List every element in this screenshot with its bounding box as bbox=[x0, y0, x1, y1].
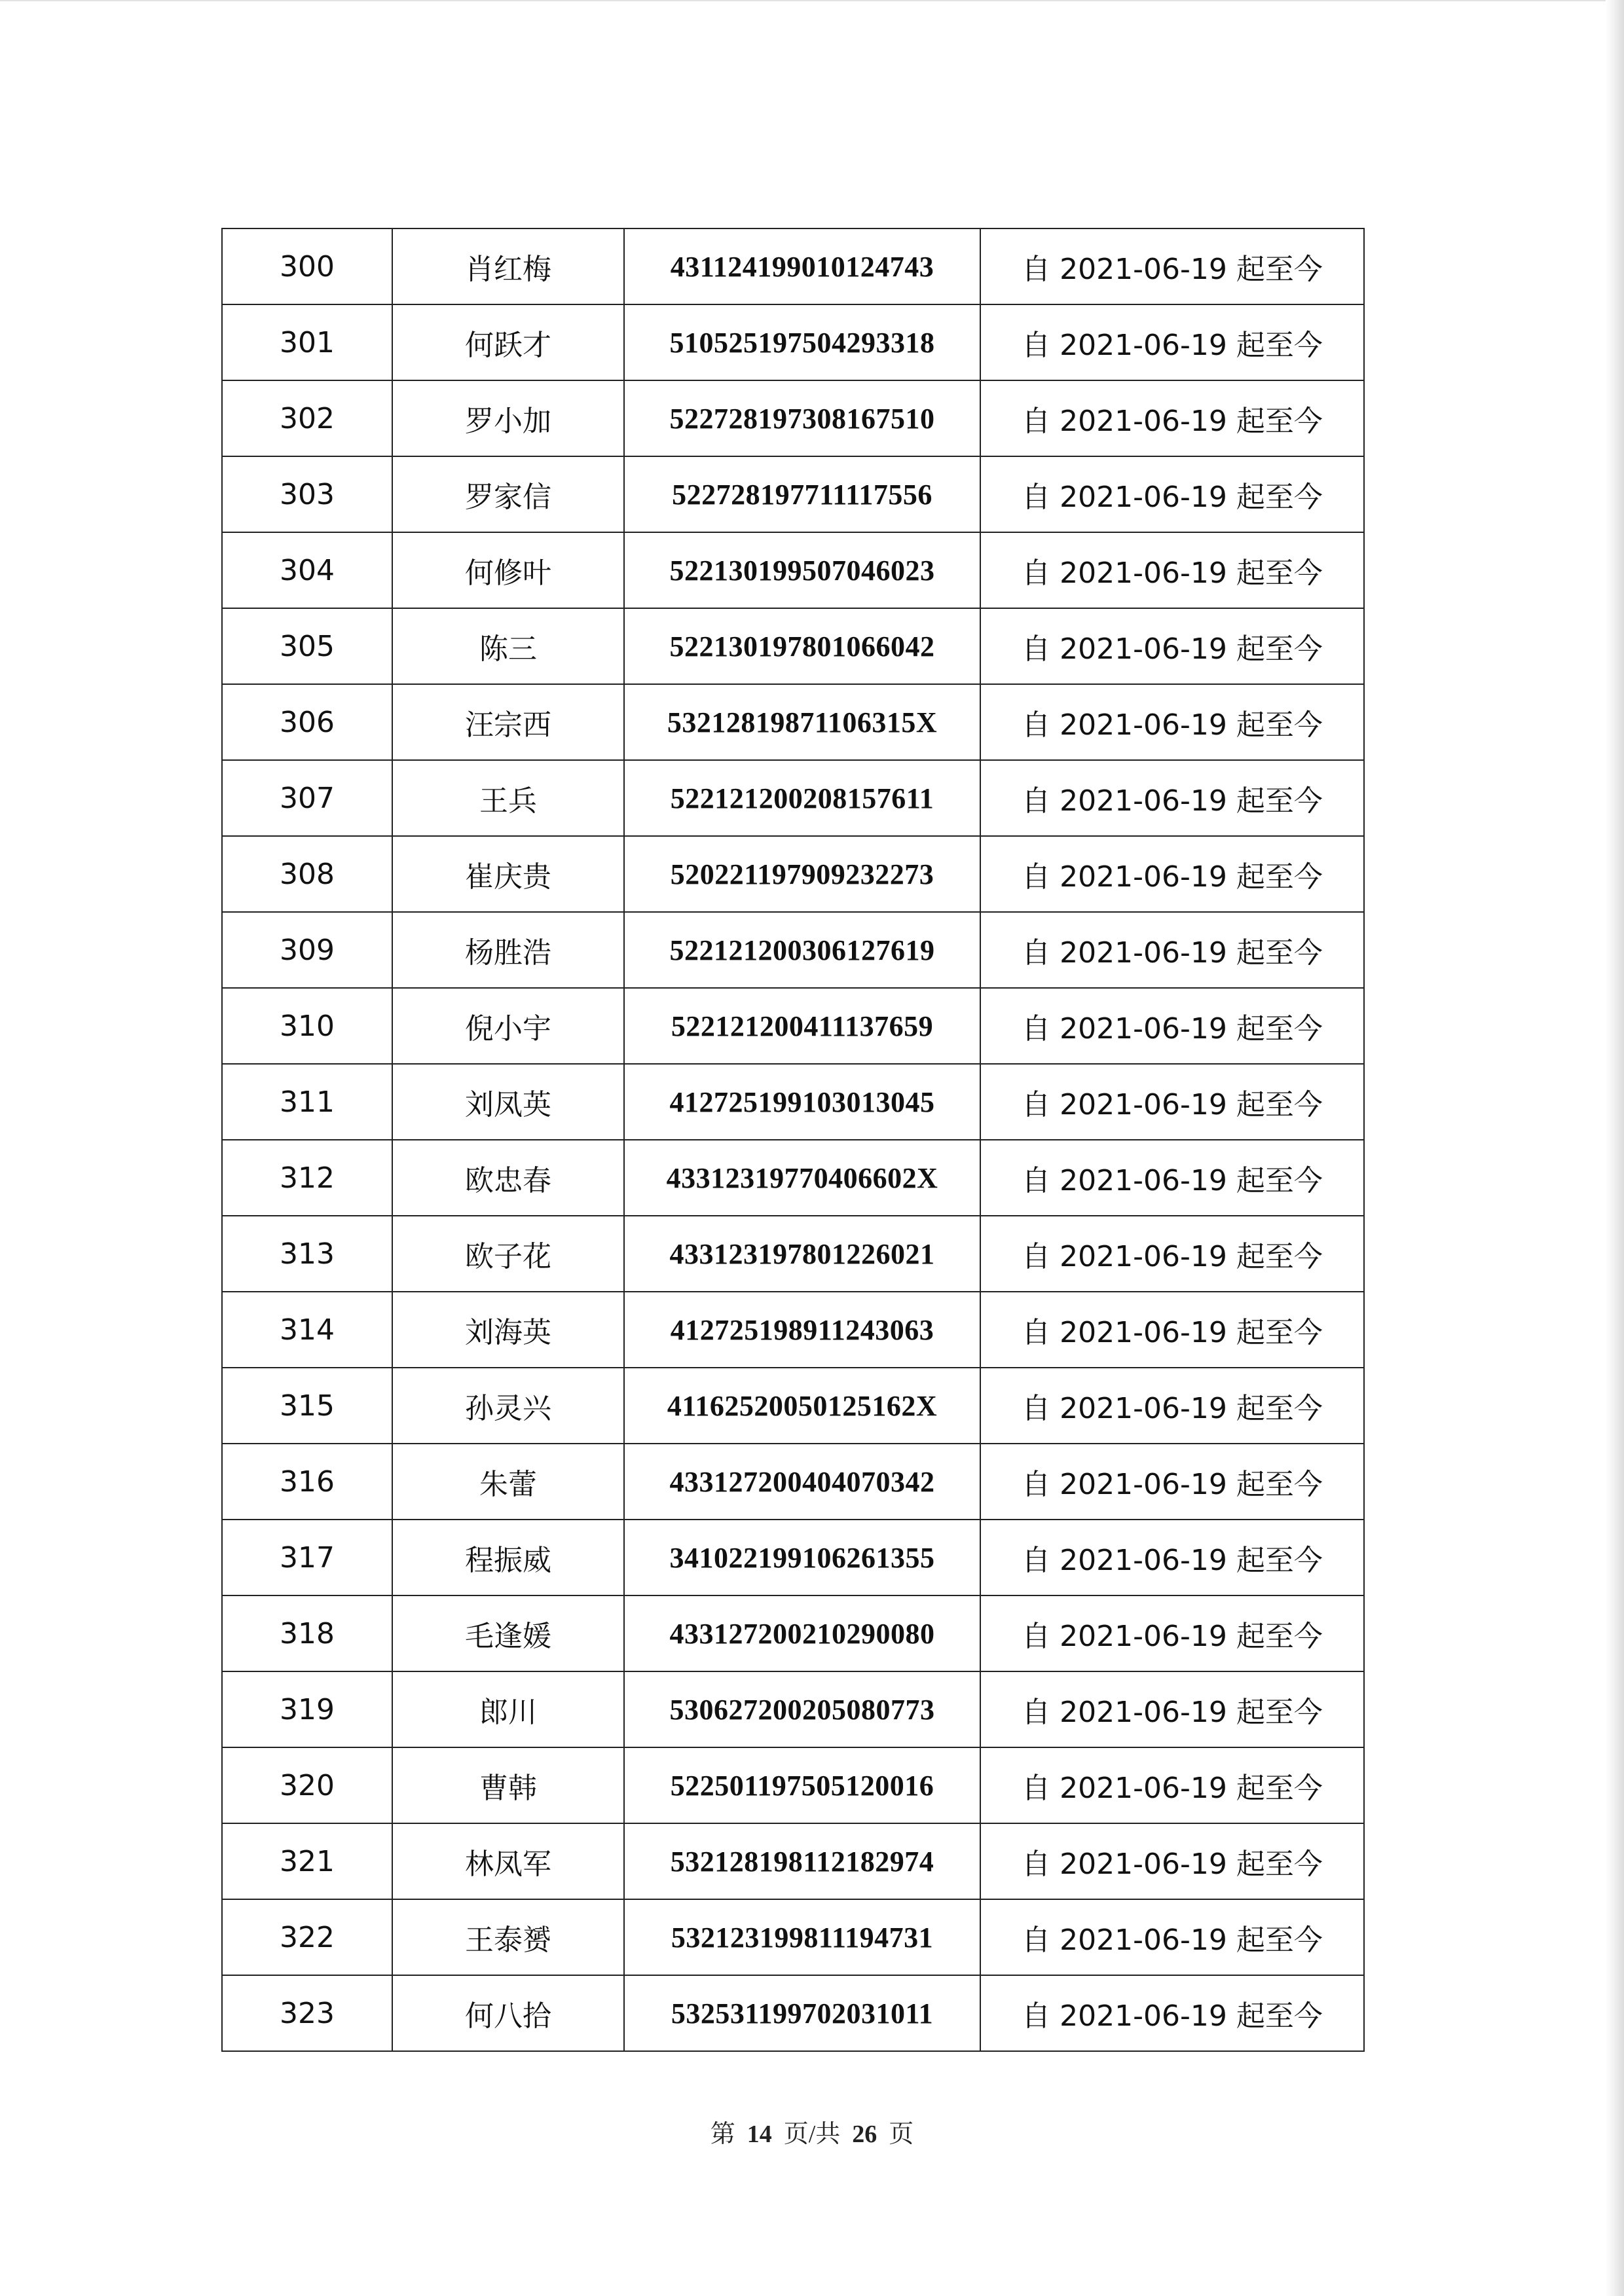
table-row bbox=[222, 1292, 1364, 1368]
table-row bbox=[222, 988, 1364, 1064]
row-number-cell: 301 bbox=[222, 304, 392, 380]
period-cell: 自 2021-06-19 起至今 bbox=[980, 608, 1364, 684]
id-number-cell: 43312319770406602X bbox=[624, 1140, 980, 1216]
id-number-cell: 41162520050125162X bbox=[624, 1368, 980, 1444]
id-number-cell: 530627200205080773 bbox=[624, 1671, 980, 1747]
name-cell: 林凤军 bbox=[392, 1823, 624, 1899]
id-number-cell: 510525197504293318 bbox=[624, 304, 980, 380]
id-number-cell: 532128198112182974 bbox=[624, 1823, 980, 1899]
scan-top-edge bbox=[0, 0, 1624, 1]
row-number-cell: 312 bbox=[222, 1140, 392, 1216]
table-row bbox=[222, 1899, 1364, 1975]
row-number-cell: 306 bbox=[222, 684, 392, 760]
footer-middle: 页/共 bbox=[783, 2121, 841, 2148]
table-row bbox=[222, 836, 1364, 912]
table-row bbox=[222, 1671, 1364, 1747]
period-cell: 自 2021-06-19 起至今 bbox=[980, 1140, 1364, 1216]
period-cell: 自 2021-06-19 起至今 bbox=[980, 1975, 1364, 2051]
id-number-cell: 341022199106261355 bbox=[624, 1520, 980, 1595]
id-number-cell: 522728197711117556 bbox=[624, 456, 980, 532]
name-cell: 孙灵兴 bbox=[392, 1368, 624, 1444]
name-cell: 何修叶 bbox=[392, 532, 624, 608]
period-cell: 自 2021-06-19 起至今 bbox=[980, 912, 1364, 988]
id-number-cell: 433123197801226021 bbox=[624, 1216, 980, 1292]
row-number-cell: 314 bbox=[222, 1292, 392, 1368]
period-cell: 自 2021-06-19 起至今 bbox=[980, 1823, 1364, 1899]
table-row bbox=[222, 608, 1364, 684]
id-number-cell: 433127200404070342 bbox=[624, 1444, 980, 1520]
period-cell: 自 2021-06-19 起至今 bbox=[980, 304, 1364, 380]
period-cell: 自 2021-06-19 起至今 bbox=[980, 1899, 1364, 1975]
name-cell: 程振威 bbox=[392, 1520, 624, 1595]
table-row bbox=[222, 760, 1364, 836]
period-cell: 自 2021-06-19 起至今 bbox=[980, 684, 1364, 760]
row-number-cell: 305 bbox=[222, 608, 392, 684]
period-cell: 自 2021-06-19 起至今 bbox=[980, 1216, 1364, 1292]
footer-prefix: 第 bbox=[710, 2121, 735, 2148]
name-cell: 欧忠春 bbox=[392, 1140, 624, 1216]
id-number-cell: 522501197505120016 bbox=[624, 1747, 980, 1823]
row-number-cell: 316 bbox=[222, 1444, 392, 1520]
period-cell: 自 2021-06-19 起至今 bbox=[980, 1520, 1364, 1595]
id-number-cell: 412725198911243063 bbox=[624, 1292, 980, 1368]
id-number-cell: 412725199103013045 bbox=[624, 1064, 980, 1140]
period-cell: 自 2021-06-19 起至今 bbox=[980, 1671, 1364, 1747]
table-row bbox=[222, 1444, 1364, 1520]
row-number-cell: 310 bbox=[222, 988, 392, 1064]
name-cell: 何跃才 bbox=[392, 304, 624, 380]
name-cell: 肖红梅 bbox=[392, 228, 624, 304]
footer-page-number: 14 bbox=[747, 2121, 772, 2148]
table-row bbox=[222, 1064, 1364, 1140]
period-cell: 自 2021-06-19 起至今 bbox=[980, 380, 1364, 456]
name-cell: 刘凤英 bbox=[392, 1064, 624, 1140]
id-number-cell: 433127200210290080 bbox=[624, 1595, 980, 1671]
row-number-cell: 311 bbox=[222, 1064, 392, 1140]
row-number-cell: 300 bbox=[222, 228, 392, 304]
name-cell: 罗家信 bbox=[392, 456, 624, 532]
period-cell: 自 2021-06-19 起至今 bbox=[980, 836, 1364, 912]
id-number-cell: 53212819871106315X bbox=[624, 684, 980, 760]
period-cell: 自 2021-06-19 起至今 bbox=[980, 1368, 1364, 1444]
name-cell: 欧子花 bbox=[392, 1216, 624, 1292]
name-cell: 朱蕾 bbox=[392, 1444, 624, 1520]
name-cell: 汪宗西 bbox=[392, 684, 624, 760]
row-number-cell: 313 bbox=[222, 1216, 392, 1292]
row-number-cell: 318 bbox=[222, 1595, 392, 1671]
page-footer bbox=[0, 2113, 1624, 2149]
row-number-cell: 303 bbox=[222, 456, 392, 532]
table-row bbox=[222, 304, 1364, 380]
name-cell: 何八拾 bbox=[392, 1975, 624, 2051]
id-number-cell: 532123199811194731 bbox=[624, 1899, 980, 1975]
row-number-cell: 302 bbox=[222, 380, 392, 456]
table-row bbox=[222, 1595, 1364, 1671]
table-row bbox=[222, 1975, 1364, 2051]
name-cell: 毛逢媛 bbox=[392, 1595, 624, 1671]
row-number-cell: 319 bbox=[222, 1671, 392, 1747]
table-row bbox=[222, 1747, 1364, 1823]
footer-suffix: 页 bbox=[889, 2121, 914, 2148]
table-row bbox=[222, 228, 1364, 304]
table-row bbox=[222, 380, 1364, 456]
row-number-cell: 321 bbox=[222, 1823, 392, 1899]
table-row bbox=[222, 1520, 1364, 1595]
period-cell: 自 2021-06-19 起至今 bbox=[980, 1747, 1364, 1823]
table-row bbox=[222, 1216, 1364, 1292]
table-row bbox=[222, 684, 1364, 760]
name-cell: 陈三 bbox=[392, 608, 624, 684]
name-cell: 刘海英 bbox=[392, 1292, 624, 1368]
row-number-cell: 307 bbox=[222, 760, 392, 836]
name-cell: 倪小宇 bbox=[392, 988, 624, 1064]
name-cell: 王兵 bbox=[392, 760, 624, 836]
table-row bbox=[222, 532, 1364, 608]
row-number-cell: 304 bbox=[222, 532, 392, 608]
name-cell: 曹韩 bbox=[392, 1747, 624, 1823]
name-cell: 崔庆贵 bbox=[392, 836, 624, 912]
id-number-cell: 522130197801066042 bbox=[624, 608, 980, 684]
table-row bbox=[222, 1368, 1364, 1444]
row-number-cell: 315 bbox=[222, 1368, 392, 1444]
row-number-cell: 323 bbox=[222, 1975, 392, 2051]
period-cell: 自 2021-06-19 起至今 bbox=[980, 988, 1364, 1064]
period-cell: 自 2021-06-19 起至今 bbox=[980, 1444, 1364, 1520]
scan-right-edge-shadow bbox=[1606, 0, 1624, 2296]
footer-total-pages: 26 bbox=[852, 2121, 877, 2148]
period-cell: 自 2021-06-19 起至今 bbox=[980, 456, 1364, 532]
row-number-cell: 320 bbox=[222, 1747, 392, 1823]
row-number-cell: 322 bbox=[222, 1899, 392, 1975]
row-number-cell: 317 bbox=[222, 1520, 392, 1595]
id-number-cell: 532531199702031011 bbox=[624, 1975, 980, 2051]
id-number-cell: 522728197308167510 bbox=[624, 380, 980, 456]
row-number-cell: 308 bbox=[222, 836, 392, 912]
id-number-cell: 431124199010124743 bbox=[624, 228, 980, 304]
table-row bbox=[222, 912, 1364, 988]
period-cell: 自 2021-06-19 起至今 bbox=[980, 1064, 1364, 1140]
name-cell: 杨胜浩 bbox=[392, 912, 624, 988]
id-number-cell: 522121200411137659 bbox=[624, 988, 980, 1064]
id-number-cell: 522121200306127619 bbox=[624, 912, 980, 988]
name-cell: 王泰赟 bbox=[392, 1899, 624, 1975]
period-cell: 自 2021-06-19 起至今 bbox=[980, 532, 1364, 608]
roster-table-body bbox=[222, 228, 1364, 2051]
table-row bbox=[222, 456, 1364, 532]
table-row bbox=[222, 1140, 1364, 1216]
period-cell: 自 2021-06-19 起至今 bbox=[980, 1595, 1364, 1671]
id-number-cell: 522121200208157611 bbox=[624, 760, 980, 836]
row-number-cell: 309 bbox=[222, 912, 392, 988]
name-cell: 郎川 bbox=[392, 1671, 624, 1747]
id-number-cell: 520221197909232273 bbox=[624, 836, 980, 912]
table-row bbox=[222, 1823, 1364, 1899]
period-cell: 自 2021-06-19 起至今 bbox=[980, 228, 1364, 304]
roster-table bbox=[221, 228, 1365, 2052]
id-number-cell: 522130199507046023 bbox=[624, 532, 980, 608]
name-cell: 罗小加 bbox=[392, 380, 624, 456]
period-cell: 自 2021-06-19 起至今 bbox=[980, 760, 1364, 836]
period-cell: 自 2021-06-19 起至今 bbox=[980, 1292, 1364, 1368]
